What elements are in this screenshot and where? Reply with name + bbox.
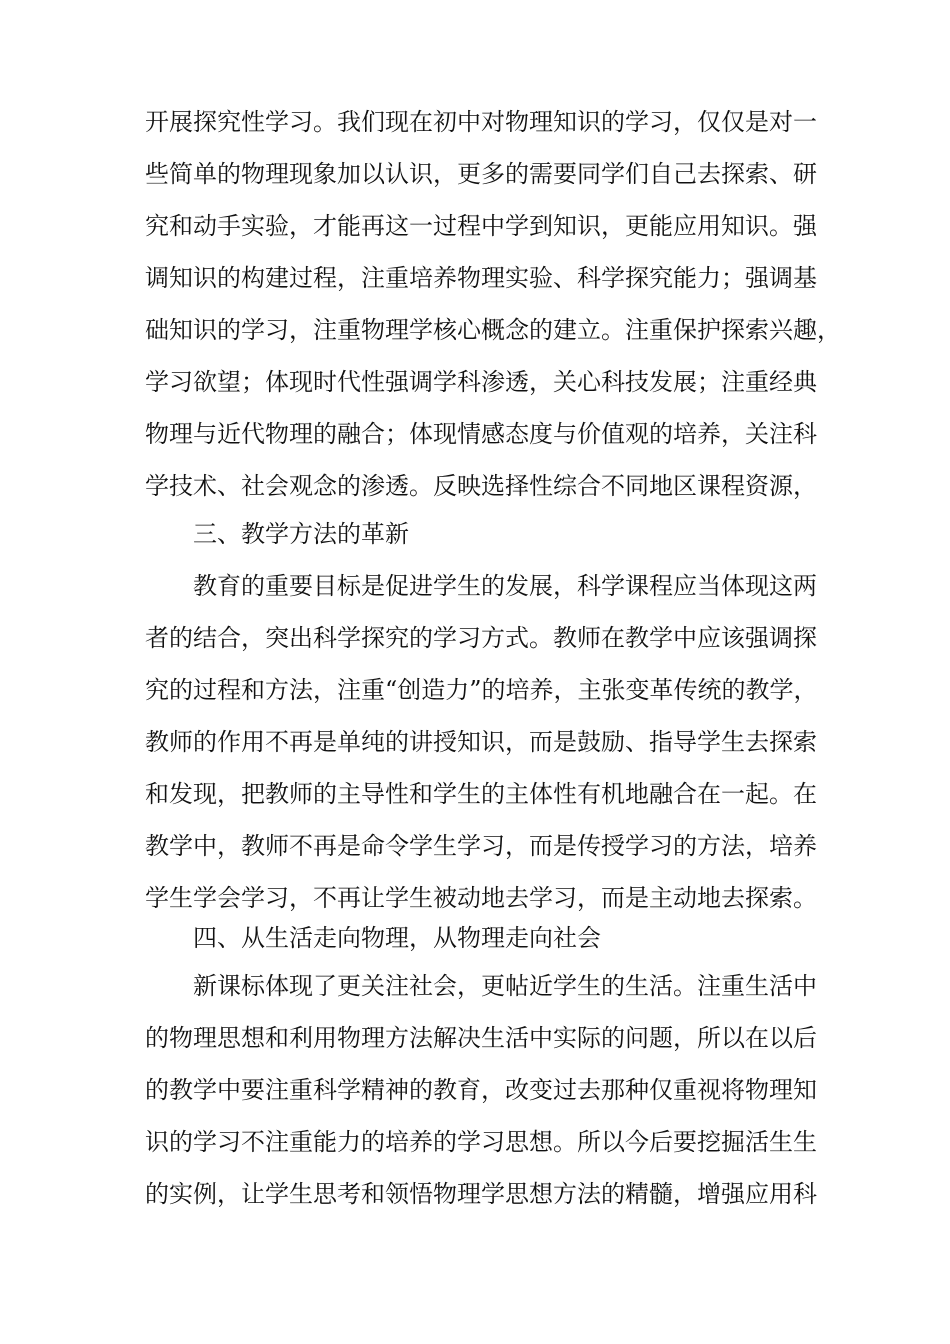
text-line: 教师的作用不再是单纯的讲授知识，而是鼓励、指导学生去探索 [145,728,817,756]
text-line: 学习欲望；体现时代性强调学科渗透，关心科技发展；注重经典 [145,368,817,396]
text-line: 些简单的物理现象加以认识，更多的需要同学们自己去探索、研 [145,160,817,188]
text-line: 调知识的构建过程，注重培养物理实验、科学探究能力；强调基 [145,264,817,292]
section-heading-4: 四、从生活走向物理，从物理走向社会 [193,924,601,952]
paragraph-first-line: 新课标体现了更关注社会，更帖近学生的生活。注重生活中 [193,972,817,1000]
text-line: 开展探究性学习。我们现在初中对物理知识的学习，仅仅是对一 [145,108,817,136]
section-heading-3: 三、教学方法的革新 [193,520,409,548]
text-line: 识的学习不注重能力的培养的学习思想。所以今后要挖掘活生生 [145,1128,817,1156]
text-line: 的教学中要注重科学精神的教育，改变过去那种仅重视将物理知 [145,1076,817,1104]
text-line: 究和动手实验，才能再这一过程中学到知识，更能应用知识。强 [145,212,817,240]
text-line: 究的过程和方法，注重“创造力”的培养，主张变革传统的教学， [145,676,818,704]
text-line: 础知识的学习，注重物理学核心概念的建立。注重保护探索兴趣， [145,316,841,344]
text-line: 的物理思想和利用物理方法解决生活中实际的问题，所以在以后 [145,1024,817,1052]
text-line: 学技术、社会观念的渗透。反映选择性综合不同地区课程资源， [145,472,817,500]
text-line: 者的结合，突出科学探究的学习方式。教师在教学中应该强调探 [145,624,817,652]
text-line: 和发现，把教师的主导性和学生的主体性有机地融合在一起。在 [145,780,817,808]
text-line: 物理与近代物理的融合；体现情感态度与价值观的培养，关注科 [145,420,817,448]
text-line: 的实例，让学生思考和领悟物理学思想方法的精髓，增强应用科 [145,1180,817,1208]
text-line: 学生学会学习，不再让学生被动地去学习，而是主动地去探索。 [145,884,817,912]
paragraph-first-line: 教育的重要目标是促进学生的发展，科学课程应当体现这两 [193,572,817,600]
text-line: 教学中，教师不再是命令学生学习，而是传授学习的方法，培养 [145,832,817,860]
